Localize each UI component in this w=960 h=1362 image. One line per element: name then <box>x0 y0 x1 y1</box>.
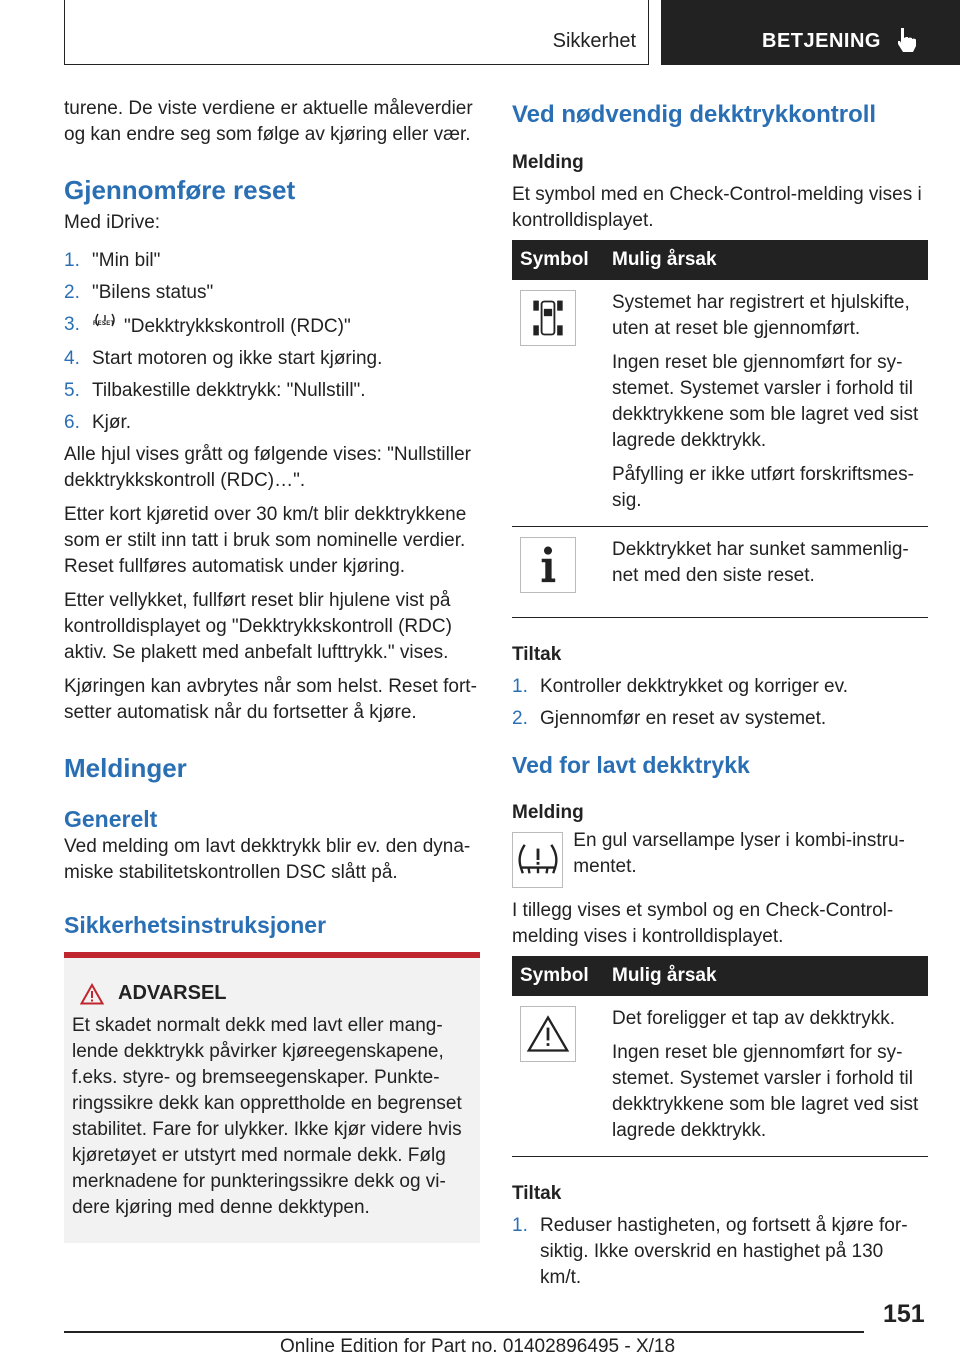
reset-steps <box>64 248 480 436</box>
symbol-table-1 <box>512 240 928 618</box>
table-header-symbol: Symbol <box>512 240 604 280</box>
header-section-box <box>64 0 649 65</box>
safety-heading: Sikkerhetsinstruksjoner <box>64 912 327 938</box>
warning-text: Et skadet normalt dekk med lavt eller manglende dekktrykk påvirker kjøreegenskapene, f.eks. styre- og bremseegenskaper. Punkteringssikre dekk kan opprettholde en begrenset stabilitet. Fare for ulykker. Ikke kjør videre hvis kjøretøyet er utstyrt med normale dekk. Følg merknadene for punkteringssikre dekk og videre kjøring med denne dekktypen. <box>72 1015 462 1218</box>
header-chapter-title: BETJENING <box>762 30 881 52</box>
list-item: 3. RESET "Dekktrykkskontroll (RDC)" <box>64 314 351 337</box>
action-steps <box>512 674 928 732</box>
general-paragraph: Ved melding om lavt dekktrykk blir ev. den dynamiske stabilitetskontrollen DSC slått på. <box>64 836 471 883</box>
list-item: 1. Reduser hastigheten, og fortsett å kjøre forsiktig. Ikke overskrid en hastighet på 130 km/t. <box>512 1215 908 1288</box>
info-icon <box>530 543 566 587</box>
table-header-symbol: Symbol <box>512 956 604 996</box>
tire-pressure-warning-icon <box>515 841 561 879</box>
action-steps <box>512 1213 928 1291</box>
cause-text: Systemet har registrert et hjulskifte, uten at reset ble gjennomført. <box>612 292 910 339</box>
paragraph: Kjøringen kan avbrytes når som helst. Reset fortsetter automatisk når du fortsetter å kjøre. <box>64 676 477 723</box>
message-label: Melding <box>512 152 584 173</box>
warning-triangle-icon <box>526 1014 570 1054</box>
list-item: 2. Gjennomfør en reset av systemet. <box>512 708 827 729</box>
footer-divider <box>64 1331 864 1333</box>
table-row <box>512 527 928 618</box>
action-label: Tiltak <box>512 1183 562 1204</box>
warning-triangle-icon <box>80 983 104 1005</box>
paragraph: Alle hjul vises grått og følgende vises: "Nullstiller dekktrykkskontroll (RDC)…". <box>64 444 471 491</box>
message-label: Melding <box>512 802 584 823</box>
cause-text: Ingen reset ble gjennomført for systemet. Systemet varsler i forhold til dekktrykkene som ble lagret ved sist lagrede dekktrykk. <box>612 352 919 451</box>
general-heading: Generelt <box>64 806 158 832</box>
list-item: 1. "Min bil" <box>64 250 161 271</box>
table-row <box>512 280 928 527</box>
messages-heading: Meldinger <box>64 753 187 783</box>
footer-edition-text: Online Edition for Part no. 01402896495 - X/18 <box>280 1336 676 1357</box>
intro-paragraph: turene. De viste verdiene er aktuelle måleverdier og kan endre seg som følge av kjøring eller vær. <box>64 98 473 145</box>
reset-heading: Gjennomføre reset <box>64 175 296 205</box>
list-item: 6. Kjør. <box>64 412 132 433</box>
left-column <box>64 96 480 1243</box>
table-row <box>512 996 928 1157</box>
table-header-cause: Mulig årsak <box>604 240 928 280</box>
cause-text: Påfylling er ikke utført forskriftsmessig. <box>612 464 914 511</box>
list-item: 1. Kontroller dekktrykket og korriger ev. <box>512 676 848 697</box>
message-text: Et symbol med en Check-Control-melding vises i kontrolldisplayet. <box>512 184 922 231</box>
check-heading: Ved nødvendig dekktrykkontroll <box>512 101 877 128</box>
warning-title: ADVARSEL <box>118 982 227 1004</box>
cause-text: Dekktrykket har sunket sammenlignet med den siste reset. <box>612 539 909 586</box>
paragraph: Etter kort kjøretid over 30 km/t blir dekktrykkene som er stilt inn tatt i bruk som nominelle verdier. Reset fullføres automatisk under kjøring. <box>64 504 467 577</box>
idrive-label: Med iDrive: <box>64 212 161 233</box>
right-column <box>512 100 928 1297</box>
message-text: En gul varsellampe lyser i kombi-instrumentet. <box>573 830 905 877</box>
paragraph: Etter vellykket, fullført reset blir hjulene vist på kontrolldisplayet og "Dekktrykkskontroll (RDC) aktiv. Se plakett med anbefalt lufttrykk." vises. <box>64 590 452 663</box>
cause-text: Det foreligger et tap av dekktrykk. <box>612 1008 896 1029</box>
cause-text: Ingen reset ble gjennomført for systemet. Systemet varsler i forhold til dekktrykkene som ble lagret ved sist lagrede dekktrykk. <box>612 1042 919 1141</box>
list-item: 5. Tilbakestille dekktrykk: "Nullstill". <box>64 380 366 401</box>
symbol-table-2 <box>512 956 928 1157</box>
table-header-cause: Mulig årsak <box>604 956 928 996</box>
message-extra-text: I tillegg vises et symbol og en Check-Control-melding vises i kontrolldisplayet. <box>512 900 894 947</box>
low-pressure-heading: Ved for lavt dekktrykk <box>512 752 750 778</box>
rdc-reset-icon: RESET <box>92 312 118 336</box>
warning-box <box>64 952 480 1243</box>
header-chapter-box <box>661 0 960 65</box>
list-item: 4. Start motoren og ikke start kjøring. <box>64 348 383 369</box>
pointing-hand-icon <box>893 26 921 54</box>
list-item: 2. "Bilens status" <box>64 282 214 303</box>
tire-change-icon <box>529 296 567 340</box>
header-section-title: Sikkerhet <box>552 30 636 52</box>
action-label: Tiltak <box>512 644 562 665</box>
page-number: 151 <box>883 1300 925 1328</box>
